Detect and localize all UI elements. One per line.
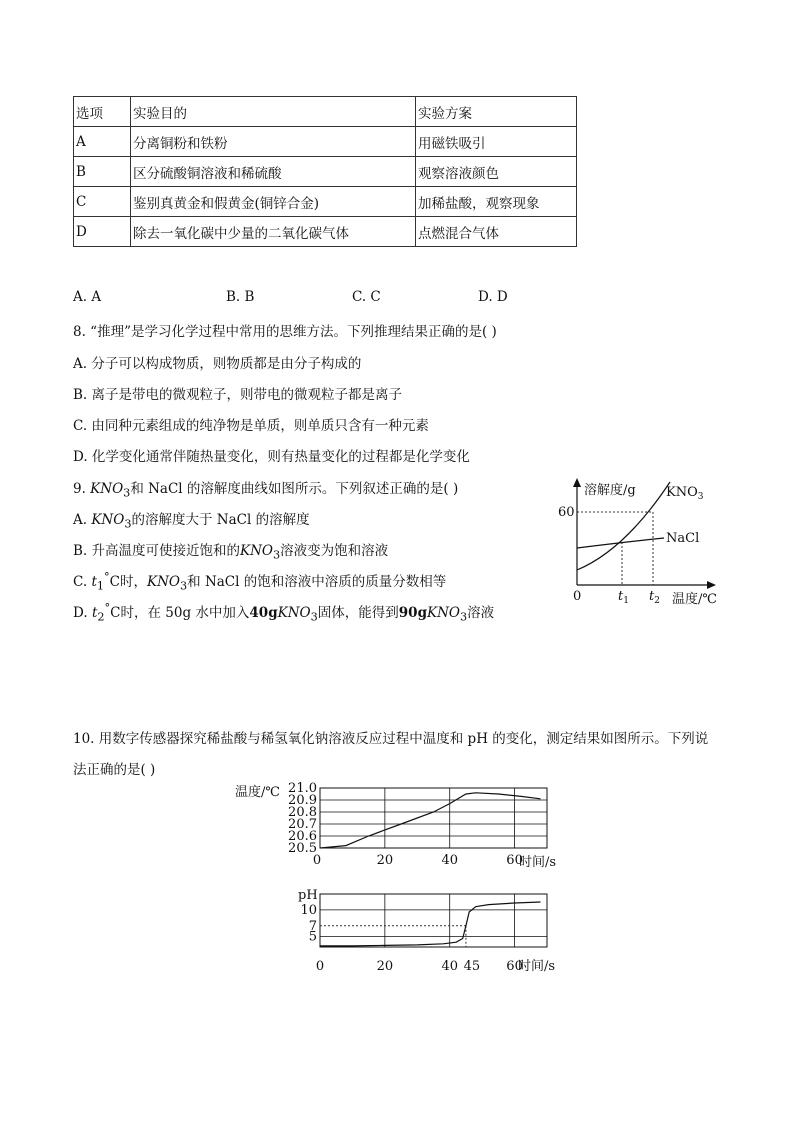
ph-curve [320, 902, 541, 946]
table-cell: 点燃混合气体 [416, 217, 577, 247]
experiment-table [73, 96, 577, 247]
table-cell: A [74, 127, 131, 157]
header-cell: 实验方案 [416, 97, 577, 127]
nacl-curve [577, 538, 664, 548]
solubility-graph [550, 470, 730, 610]
t2-label: $t_2$ [649, 589, 660, 606]
nacl-label: NaCl [666, 531, 700, 546]
y-tick-label: 21.0 [288, 781, 317, 796]
table-cell: 分离铜粉和铁粉 [131, 127, 416, 157]
plot-frame [320, 788, 547, 848]
x-tick-label: 0 [315, 959, 325, 974]
q8-option-d[interactable]: D. 化学变化通常伴随热量变化，则有热量变化的过程都是化学变化 [73, 449, 470, 465]
table-cell: 用磁铁吸引 [416, 127, 577, 157]
q8-stem: 8. “推理”是学习化学过程中常用的思维方法。下列推理结果正确的是( ) [73, 324, 497, 340]
y-tick-label: 10 [300, 902, 317, 918]
table-cell: 区分硫酸铜溶液和稀硫酸 [131, 157, 416, 187]
x-tick-label: 40 [441, 853, 458, 868]
plot-frame [320, 894, 547, 947]
q9-option-d[interactable]: D. $t_2^\circ C$时，在 50g 水中加入40gKNO$_3$固体，能得到90gKNO$_3$溶液 [73, 601, 495, 624]
temperature-chart [230, 778, 570, 870]
q9-option-c[interactable]: C. $t_1^\circ C$时，$KNO_3$和 NaCl 的饱和溶液中溶质的质量分数相等 [73, 570, 447, 593]
y-tick-label: 20.6 [288, 829, 317, 844]
table-row [74, 127, 577, 157]
table-cell: 加稀盐酸，观察现象 [416, 187, 577, 217]
x-axis-label: 时间/s [518, 959, 556, 974]
x-tick-label: 20 [376, 853, 394, 868]
origin-label: 0 [573, 589, 582, 604]
x-axis-label: 时间/s [519, 855, 557, 870]
q8-option-c[interactable]: C. 由同种元素组成的纯净物是单质，则单质只含有一种元素 [73, 418, 429, 434]
y-tick-60: 60 [558, 505, 575, 520]
y-tick-label: 7 [308, 918, 317, 934]
temperature-curve [320, 793, 541, 848]
table-cell: 观察溶液颜色 [416, 157, 577, 187]
y-tick-label: 5 [308, 929, 317, 945]
header-cell: 选项 [74, 97, 131, 127]
q9-option-a[interactable]: A. $KNO_3$的溶解度大于 NaCl 的溶解度 [73, 512, 310, 531]
kno3-label: $KNO_3$ [666, 485, 704, 502]
q8-option-a[interactable]: A. 分子可以构成物质，则物质都是由分子构成的 [73, 356, 362, 372]
y-tick-label: 20.5 [288, 841, 317, 856]
table-cell: C [74, 187, 131, 217]
y-axis-label: pH [298, 888, 318, 903]
x-tick-label: 60 [506, 959, 523, 974]
table-row [74, 187, 577, 217]
origin-label: 0 [312, 853, 322, 868]
x-axis-label: 温度/℃ [672, 592, 717, 607]
ph-chart [290, 884, 570, 974]
x-tick-label: 60 [506, 853, 523, 868]
q9-option-b[interactable]: B. 升高温度可使接近饱和的$KNO_3$溶液变为饱和溶液 [73, 543, 389, 562]
table-cell: 除去一氧化碳中少量的二氧化碳气体 [131, 217, 416, 247]
q8-option-b[interactable]: B. 离子是带电的微观粒子，则带电的微观粒子都是离子 [73, 387, 403, 403]
q9-stem: 9. $KNO_3$和 NaCl 的溶解度曲线如图所示。下列叙述正确的是( ) [73, 481, 459, 500]
q7-option-a[interactable]: A. A [73, 289, 102, 305]
y-tick-label: 20.7 [288, 817, 317, 832]
q10-stem-line2: 法正确的是( ) [73, 762, 156, 778]
table-cell: 鉴别真黄金和假黄金(铜锌合金) [131, 187, 416, 217]
q7-option-d[interactable]: D. D [478, 289, 508, 305]
header-cell: 实验目的 [131, 97, 416, 127]
x-tick-label: 45 [463, 959, 481, 974]
q7-option-c[interactable]: C. C [352, 289, 381, 305]
table-cell: D [74, 217, 131, 247]
q7-option-b[interactable]: B. B [226, 289, 255, 305]
table-row [74, 157, 577, 187]
t1-label: $t_1$ [618, 589, 629, 606]
y-axis-label: 溶解度/g [584, 483, 636, 498]
y-axis-arrow [573, 478, 581, 487]
table-row [74, 217, 577, 247]
x-tick-label: 20 [376, 959, 394, 974]
table-header-row [74, 97, 577, 127]
table-cell: B [74, 157, 131, 187]
q10-stem-line1: 10. 用数字传感器探究稀盐酸与稀氢氧化钠溶液反应过程中温度和 pH 的变化，测定结果如图所示。下列说 [73, 731, 709, 747]
y-axis-label: 温度/℃ [235, 785, 280, 800]
y-tick-label: 20.8 [288, 805, 317, 820]
x-axis-arrow [707, 581, 716, 589]
x-tick-label: 40 [441, 959, 458, 974]
y-tick-label: 20.9 [288, 793, 317, 808]
